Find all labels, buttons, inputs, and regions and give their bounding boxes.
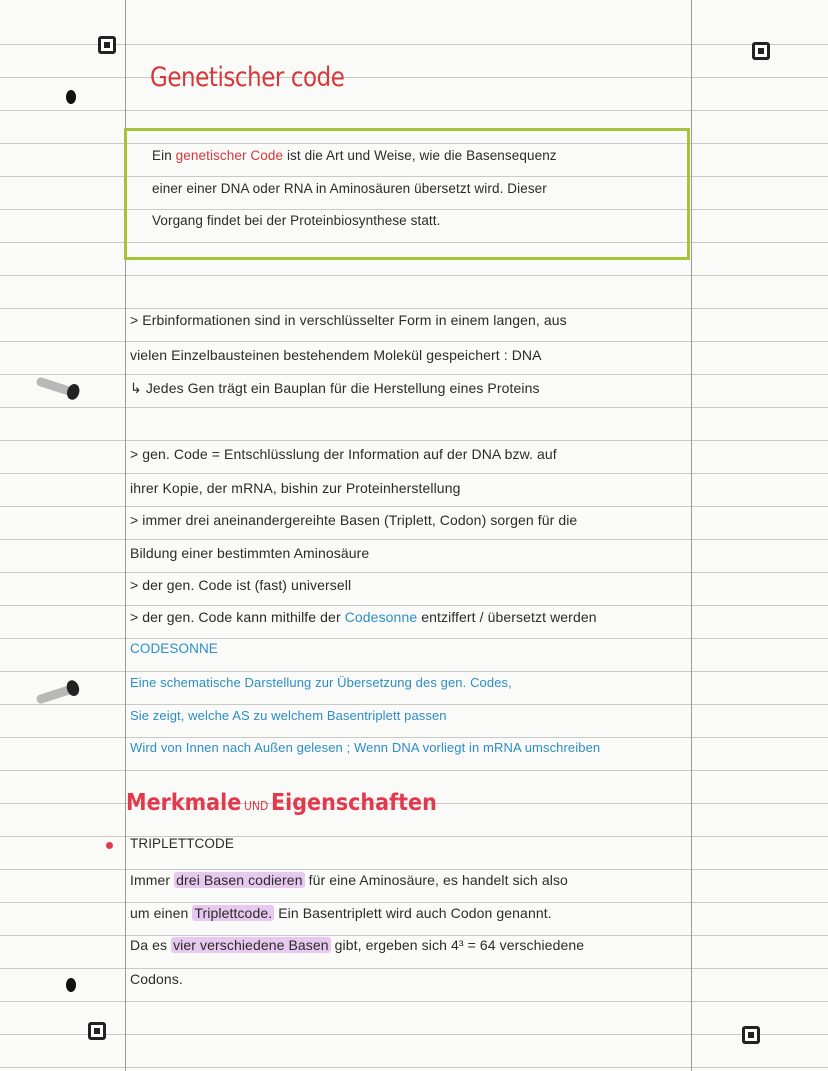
definition-line-3: Vorgang findet bei der Proteinbiosynthese statt. (152, 213, 441, 228)
codesonne-line: Sie zeigt, welche AS zu welchem Basentriplett passen (130, 708, 447, 723)
bullet-dot-icon (106, 842, 113, 849)
note-line: > der gen. Code kann mithilfe der Codesonne entziffert / übersetzt werden (130, 609, 597, 625)
codesonne-line: Wird von Innen nach Außen gelesen ; Wenn DNA vorliegt in mRNA umschreiben (130, 740, 601, 755)
punch-hole (66, 978, 76, 992)
triplett-line-4: Codons. (130, 971, 183, 987)
punch-hole (66, 90, 76, 104)
note-line: ↳ Jedes Gen trägt ein Bauplan für die Herstellung eines Proteins (130, 380, 540, 396)
definition-line-2: einer einer DNA oder RNA in Aminosäuren übersetzt wird. Dieser (152, 181, 547, 196)
binder-ring (36, 684, 75, 704)
definition-line-1: Ein genetischer Code ist die Art und Weise, wie die Basensequenz (152, 148, 557, 163)
highlight: drei Basen codieren (176, 872, 303, 888)
right-margin-line (691, 0, 692, 1071)
codesonne-term: Codesonne (344, 609, 418, 625)
corner-marker-icon (98, 36, 116, 54)
corner-marker-icon (752, 42, 770, 60)
triplett-heading: TRIPLETTCODE (130, 836, 234, 851)
section-title: Merkmale UND Eigenschaften (126, 790, 437, 816)
highlight: vier verschiedene Basen (173, 937, 329, 953)
corner-marker-icon (742, 1026, 760, 1044)
definition-term: genetischer Code (175, 148, 284, 163)
triplett-line-2: um einen Triplettcode. Ein Basentriplett wird auch Codon genannt. (130, 905, 552, 921)
note-line: vielen Einzelbausteinen bestehendem Molekül gespeichert : DNA (130, 347, 542, 363)
note-line: Bildung einer bestimmten Aminosäure (130, 545, 370, 561)
note-line: > gen. Code = Entschlüsslung der Information auf der DNA bzw. auf (130, 446, 557, 462)
note-line: > immer drei aneinandergereihte Basen (Triplett, Codon) sorgen für die (130, 512, 578, 528)
note-line: > Erbinformationen sind in verschlüsselter Form in einem langen, aus (130, 312, 567, 328)
triplett-line-1: Immer drei Basen codieren für eine Aminosäure, es handelt sich also (130, 872, 568, 888)
page-title: Genetischer code (150, 62, 345, 93)
note-line: > der gen. Code ist (fast) universell (130, 577, 352, 593)
corner-marker-icon (88, 1022, 106, 1040)
highlight: Triplettcode. (194, 905, 273, 921)
binder-ring (36, 376, 75, 396)
note-line: ihrer Kopie, der mRNA, bishin zur Proteinherstellung (130, 480, 461, 496)
codesonne-line: Eine schematische Darstellung zur Übersetzung des gen. Codes, (130, 675, 512, 690)
triplett-line-3: Da es vier verschiedene Basen gibt, ergeben sich 4³ = 64 verschiedene (130, 937, 585, 953)
codesonne-heading: CODESONNE (130, 641, 218, 656)
